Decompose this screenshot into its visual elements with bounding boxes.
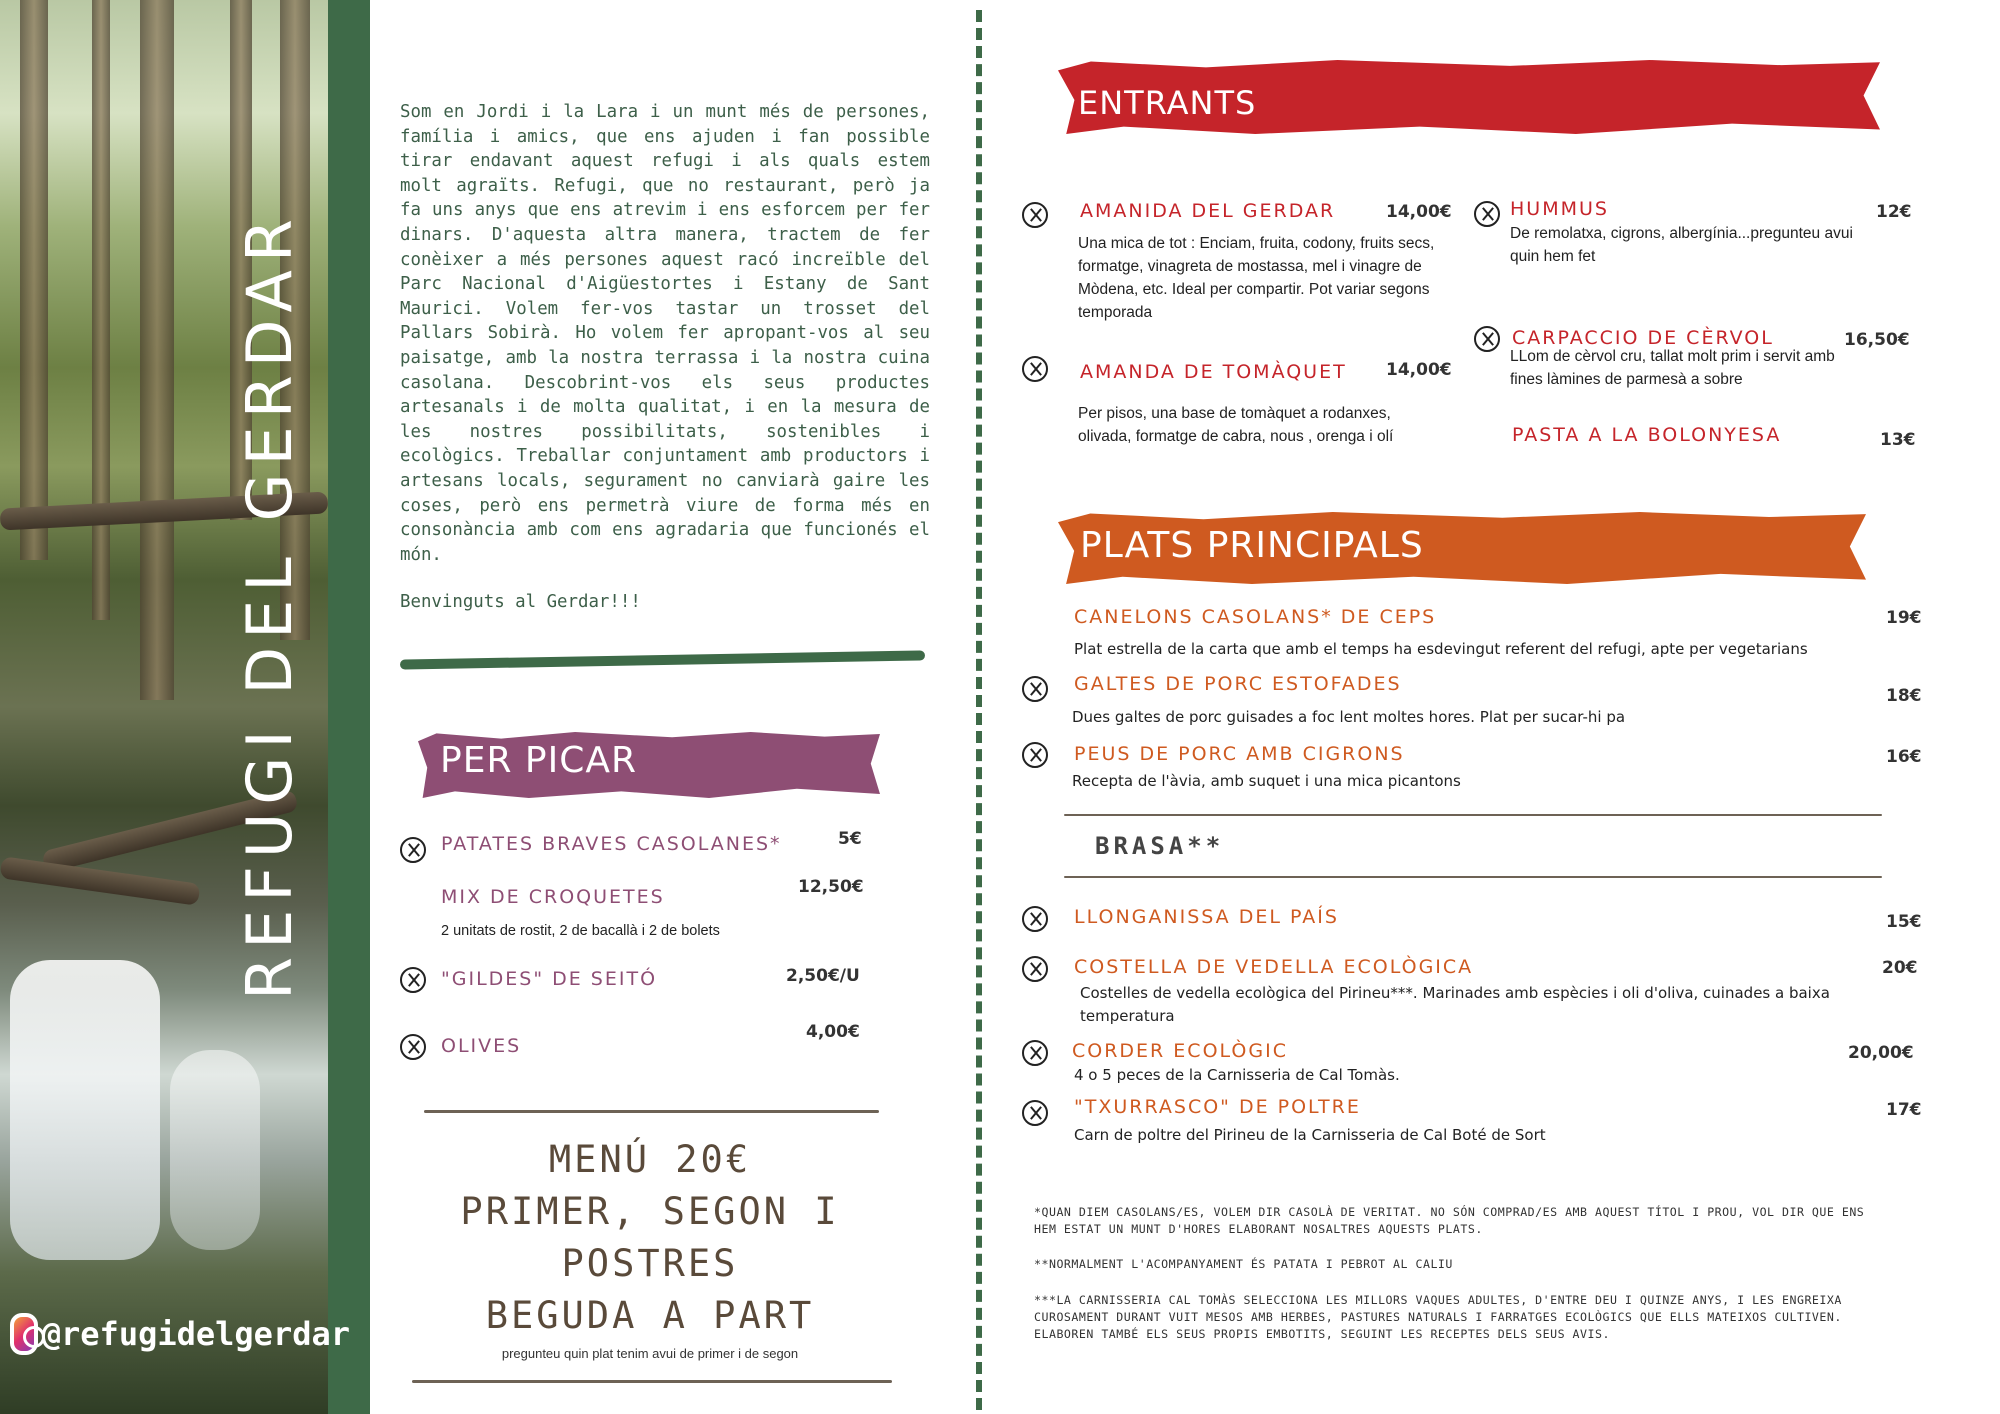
brush-stroke-divider — [400, 650, 925, 669]
dish-name: PATATES BRAVES CASOLANES* — [441, 833, 782, 855]
no-gluten-icon — [1022, 1100, 1048, 1126]
dish-name: COSTELLA DE VEDELLA ECOLÒGICA — [1074, 956, 1474, 978]
dashed-column-divider — [976, 10, 982, 1410]
restaurant-title-vertical: REFUGI DEL GERDAR — [233, 211, 306, 1000]
dish-description: Costelles de vedella ecològica del Pirineu***. Marinades amb espècies i oli d'oliva, cuinades a baixa temperatura — [1080, 984, 1830, 1025]
dish-price: 12€ — [1876, 202, 1912, 222]
dish-name: HUMMUS — [1510, 198, 1609, 220]
dish-price: 18€ — [1886, 686, 1922, 706]
menu-drink-line: BEGUDA A PART — [485, 1294, 815, 1337]
dish-price: 16€ — [1886, 747, 1922, 767]
menu-note: pregunteu quin plat tenim avui de primer i de segon — [501, 1346, 799, 1361]
no-gluten-icon — [1022, 676, 1048, 702]
entrants-heading: ENTRANTS — [1078, 84, 1257, 122]
dish-price: 12,50€ — [798, 877, 864, 897]
plats-principals-heading: PLATS PRINCIPALS — [1080, 525, 1424, 566]
footnote-carnisseria: ***LA CARNISSERIA CAL TOMÀS SELECCIONA LES MILLORS VAQUES ADULTES, D'ENTRE DEU I QUINZE ANYS, I LES ENGREIXA CUROSAMENT DURANT VUIT MESOS AMB HERBES, PASTURES NATURALS I FARRATGES ECOLÒGICS QUE ELLS MATEIXOS CULTIVEN. ELABOREN TAMBÉ ELS SEUS PROPIS EMBOTITS, SEGUINT LES RECEPTES DELS SEUS AVIS. — [1034, 1293, 1842, 1341]
per-picar-heading: PER PICAR — [440, 740, 638, 781]
no-gluten-icon — [1474, 201, 1500, 227]
intro-text: Som en Jordi i la Lara i un munt més de persones, família i amics, que ens ajuden i fan possible tirar endavant aquest refugi i als quals estem molt agraïts. Refugi, que no restaurant, però ja fa uns anys que ens atrevim i ens esforcem per fer dinars. D'aquesta altra manera, tractem de fer conèixer a més persones aquest racó increïble del Parc Nacional d'Aigüestortes i Estany de Sant Maurici. Volem fer-vos tastar un trosset del Pallars Sobirà. Ho volem fer apropant-vos al seu paisatge, amb la nostra terrassa i la nostra cuina casolana. Descobrint-vos els seus productes artesanals i de molta qualitat, i en la mesura de les nostres possibilitats, sostenibles i ecològics. Treballar conjuntament amb productors i artesans locals, segurament no canviarà gaire les coses, però ens permetrà viure de forma més en consonància amb com ens agradaria que funcionés el món. — [400, 102, 930, 565]
no-gluten-icon — [400, 837, 426, 863]
no-gluten-icon — [1474, 326, 1500, 352]
dish-price: 14,00€ — [1386, 202, 1452, 222]
instagram-icon — [10, 1313, 38, 1355]
menu-courses-line-2: POSTRES — [561, 1242, 739, 1285]
brasa-top-rule — [1064, 814, 1882, 816]
dish-name: LLONGANISSA DEL PAÍS — [1074, 906, 1339, 928]
dish-description: 2 unitats de rostit, 2 de bacallà i 2 de bolets — [441, 923, 720, 939]
dish-name: "GILDES" DE SEITÓ — [441, 968, 658, 990]
no-gluten-icon — [1022, 956, 1048, 982]
brasa-bottom-rule — [1064, 876, 1882, 878]
dish-name: AMANIDA DEL GERDAR — [1080, 200, 1336, 222]
dish-name: CARPACCIO DE CÈRVOL — [1512, 327, 1774, 349]
no-gluten-icon — [1022, 356, 1048, 382]
dish-description: 4 o 5 peces de la Carnisseria de Cal Tomàs. — [1074, 1066, 1400, 1084]
instagram-handle-text: @refugidelgerdar — [41, 1315, 350, 1353]
dish-price: 2,50€/U — [786, 966, 860, 986]
dish-name: MIX DE CROQUETES — [441, 886, 665, 908]
dish-price: 13€ — [1880, 430, 1916, 450]
dish-description: Per pisos, una base de tomàquet a rodanxes, olivada, formatge de cabra, nous , orenga i olí — [1078, 405, 1394, 445]
footnote-acompanyament: **NORMALMENT L'ACOMPANYAMENT ÉS PATATA I PEBROT AL CALIU — [1034, 1257, 1453, 1271]
no-gluten-icon — [400, 1034, 426, 1060]
dish-price: 20€ — [1882, 958, 1918, 978]
dish-price: 14,00€ — [1386, 360, 1452, 380]
dish-name: OLIVES — [441, 1035, 522, 1057]
no-gluten-icon — [1022, 906, 1048, 932]
welcome-text: Benvinguts al Gerdar!!! — [400, 592, 641, 612]
no-gluten-icon — [1022, 742, 1048, 768]
dish-description: LLom de cèrvol cru, tallat molt prim i servit amb fines làmines de parmesà a sobre — [1510, 348, 1835, 388]
dish-description: Una mica de tot : Enciam, fruita, codony, fruits secs, formatge, vinagreta de mostassa, mel i vinagre de Mòdena, etc. Ideal per compartir. Pot variar segons temporada — [1078, 235, 1435, 321]
dish-name: CORDER ECOLÒGIC — [1072, 1040, 1288, 1062]
no-gluten-icon — [1022, 202, 1048, 228]
green-side-stripe — [328, 0, 370, 1414]
no-gluten-icon — [1022, 1040, 1048, 1066]
menu-del-dia — [400, 1110, 900, 1361]
dish-description: De remolatxa, cigrons, albergínia...pregunteu avui quin hem fet — [1510, 225, 1853, 265]
dish-price: 19€ — [1886, 608, 1922, 628]
menu-bottom-rule — [412, 1380, 892, 1383]
dish-name: PEUS DE PORC AMB CIGRONS — [1074, 743, 1405, 765]
brasa-heading: BRASA** — [1095, 832, 1225, 860]
dish-price: 15€ — [1886, 912, 1922, 932]
footnote-casolans: *QUAN DIEM CASOLANS/ES, VOLEM DIR CASOLÀ DE VERITAT. NO SÓN COMPRAD/ES AMB AQUEST TÍTOL I PROU, VOL DIR QUE ENS HEM ESTAT UN MUNT D'HORES ELABORANT NOSALTRES AQUESTS PLATS. — [1034, 1205, 1865, 1236]
dish-description: Carn de poltre del Pirineu de la Carnisseria de Cal Boté de Sort — [1074, 1126, 1546, 1144]
instagram-handle[interactable] — [10, 1310, 350, 1358]
dish-name: "TXURRASCO" DE POLTRE — [1074, 1096, 1361, 1118]
dish-price: 17€ — [1886, 1100, 1922, 1120]
dish-name: PASTA A LA BOLONYESA — [1512, 424, 1782, 446]
dish-price: 20,00€ — [1848, 1043, 1914, 1063]
no-gluten-icon — [400, 967, 426, 993]
dish-name: AMANDA DE TOMÀQUET — [1080, 361, 1347, 383]
dish-description: Dues galtes de porc guisades a foc lent moltes hores. Plat per sucar-hi pa — [1072, 708, 1626, 726]
dish-name: CANELONS CASOLANS* DE CEPS — [1074, 606, 1437, 628]
dish-name: GALTES DE PORC ESTOFADES — [1074, 673, 1402, 695]
dish-price: 5€ — [838, 829, 862, 849]
menu-courses-line: PRIMER, SEGON I — [460, 1190, 840, 1233]
dish-description: Recepta de l'àvia, amb suquet i una mica picantons — [1072, 772, 1461, 790]
dish-description: Plat estrella de la carta que amb el temps ha esdevingut referent del refugi, apte per vegetarians — [1074, 640, 1808, 658]
dish-price: 4,00€ — [806, 1022, 860, 1042]
menu-price-line: MENÚ 20€ — [548, 1138, 752, 1181]
dish-price: 16,50€ — [1844, 330, 1910, 350]
